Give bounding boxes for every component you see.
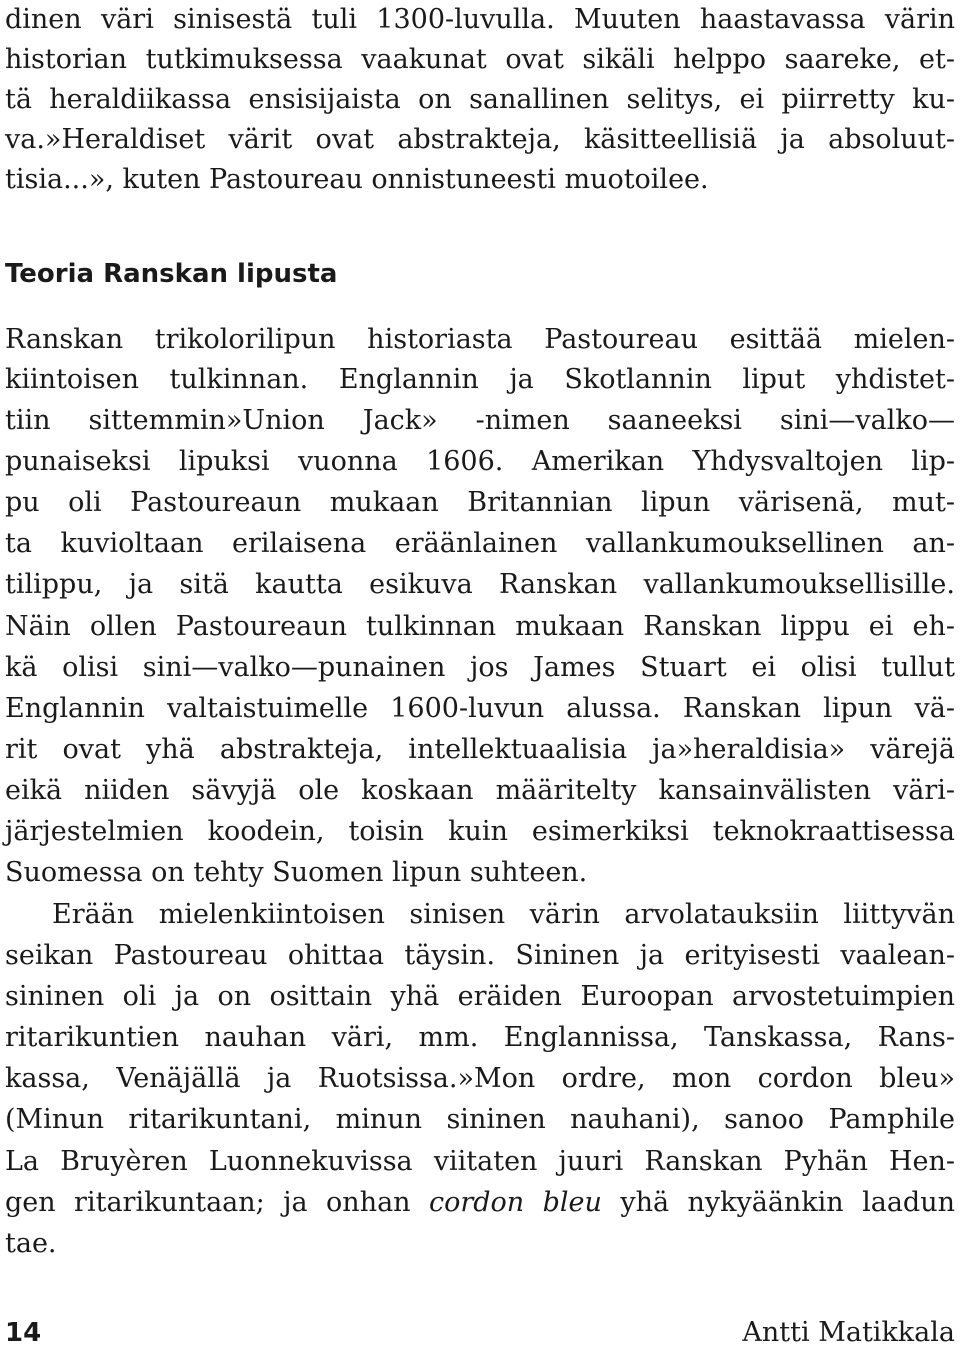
text-line: tilippu, ja sitä kautta esikuva Ranskan vallankumouksellisille. xyxy=(5,569,955,600)
text-line: tisia...», kuten Pastoureau onnistuneesti muotoilee. xyxy=(5,164,709,195)
page-number: 14 xyxy=(5,1318,42,1348)
text-line: eikä niiden sävyjä ole koskaan määritelty kansainvälisten väri- xyxy=(5,775,955,806)
text-line: punaiseksi lipuksi vuonna 1606. Amerikan Yhdysvaltojen lip- xyxy=(5,446,955,477)
text-line-with-italic xyxy=(5,1183,955,1223)
text-line: ritarikuntien nauhan väri, mm. Englannissa, Tanskassa, Rans- xyxy=(5,1022,955,1053)
text-line: tä heraldiikassa ensisijaista on sanallinen selitys, ei piirretty ku- xyxy=(5,84,955,115)
text-line: järjestelmien koodein, toisin kuin esimerkiksi teknokraattisessa xyxy=(5,816,955,847)
text-line: kassa, Venäjällä ja Ruotsissa.»Mon ordre, mon cordon bleu» xyxy=(5,1063,955,1094)
text-line: historian tutkimuksessa vaakunat ovat sikäli helppo saareke, et- xyxy=(5,44,955,75)
text-line: va.»Heraldiset värit ovat abstrakteja, käsitteellisiä ja absoluut- xyxy=(5,124,955,155)
text-line: Suomessa on tehty Suomen lipun suhteen. xyxy=(5,857,588,888)
running-footer-author: Antti Matikkala xyxy=(742,1317,955,1348)
text-line: Erään mielenkiintoisen sinisen värin arvolatauksiin liittyvän xyxy=(52,899,955,930)
text-line: La Bruyèren Luonnekuvissa viitaten juuri Ranskan Pyhän Hen- xyxy=(5,1146,955,1177)
text-segment: gen ritarikuntaan; ja onhan xyxy=(5,1187,429,1218)
text-line: rit ovat yhä abstrakteja, intellektuaalisia ja»heraldisia» värejä xyxy=(5,734,955,765)
text-line: kä olisi sini—valko—punainen jos James Stuart ei olisi tullut xyxy=(5,652,955,683)
text-line: tiin sittemmin»Union Jack» -nimen saaneeksi sini—valko— xyxy=(5,405,955,436)
text-line: dinen väri sinisestä tuli 1300-luvulla. Muuten haastavassa värin xyxy=(5,4,955,35)
section-heading: Teoria Ranskan lipusta xyxy=(5,259,338,289)
text-line: Englannin valtaistuimelle 1600-luvun alussa. Ranskan lipun vä- xyxy=(5,693,955,724)
text-line: kiintoisen tulkinnan. Englannin ja Skotlannin liput yhdistet- xyxy=(5,364,955,395)
text-line: sininen oli ja on osittain yhä eräiden Euroopan arvostetuimpien xyxy=(5,981,955,1012)
text-segment: yhä nykyäänkin laadun xyxy=(601,1187,955,1218)
text-line: Ranskan trikolorilipun historiasta Pastoureau esittää mielen- xyxy=(5,324,955,355)
text-line: (Minun ritarikuntani, minun sininen nauhani), sanoo Pamphile xyxy=(5,1104,955,1135)
text-line: ta kuvioltaan erilaisena eräänlainen vallankumouksellinen an- xyxy=(5,528,955,559)
italic-phrase: cordon bleu xyxy=(428,1187,602,1218)
text-line: Näin ollen Pastoureaun tulkinnan mukaan Ranskan lippu ei eh- xyxy=(5,611,955,642)
text-line: pu oli Pastoureaun mukaan Britannian lipun värisenä, mut- xyxy=(5,487,955,518)
text-line: tae. xyxy=(5,1228,57,1259)
text-line: seikan Pastoureau ohittaa täysin. Sininen ja erityisesti vaalean- xyxy=(5,940,955,971)
